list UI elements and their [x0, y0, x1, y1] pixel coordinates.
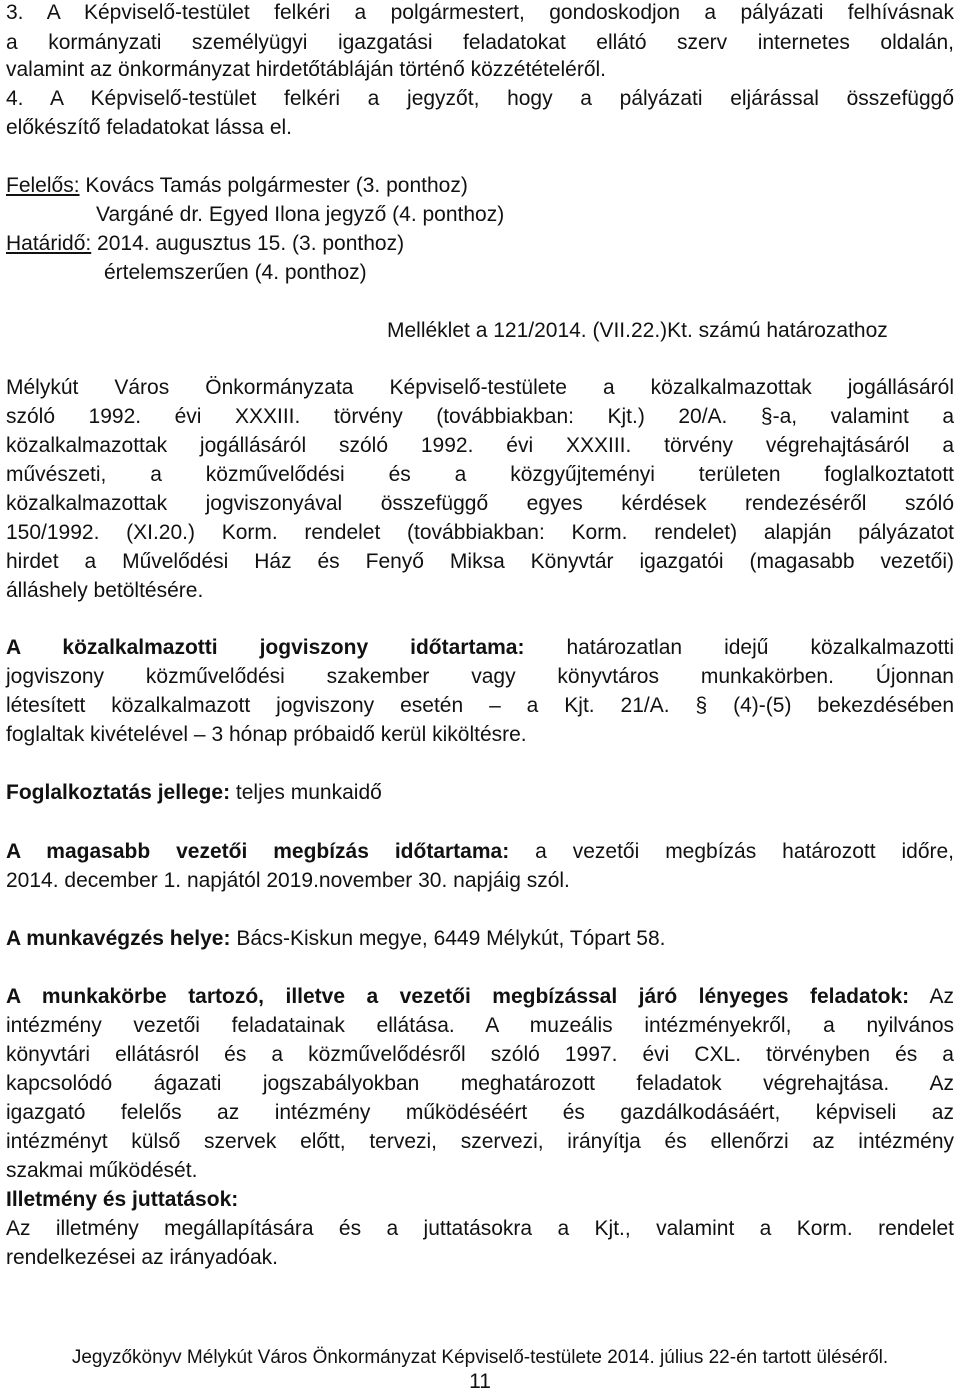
workplace-heading: A munkavégzés helye: [6, 927, 231, 950]
duties-line-7: szakmai működését. [6, 1159, 198, 1182]
duties-heading: A munkakörbe tartozó, illetve a vezetői megbízással járó lényeges feladatok: [6, 985, 910, 1008]
appointment-line-2: 2014. december 1. napjától 2019.november 30. napjáig szól. [6, 869, 570, 892]
employment-type-heading: Foglalkoztatás jellege: [6, 781, 231, 804]
resolution-item-3-line-2: a kormányzati személyügyi igazgatási feladatokat ellátó szerv internetes oldalán, [6, 31, 954, 54]
intro-line-4: művészeti, a közművelődési és a közgyűjteményi területen foglalkoztatott [6, 463, 954, 486]
deadline-2: értelemszerűen (4. ponthoz) [104, 261, 367, 284]
duration-line-1 [6, 635, 954, 661]
intro-line-2: szóló 1992. évi XXXIII. törvény (továbbiakban: Kjt.) 20/A. §-a, valamint a [6, 405, 954, 428]
duties-line-4: kapcsolódó ágazati jogszabályokban meghatározott feladatok végrehajtása. Az [6, 1072, 954, 1095]
page-footer: Jegyzőkönyv Mélykút Város Önkormányzat Képviselő-testülete 2014. július 22-én tartott üléséről. [71, 1347, 889, 1368]
duration-line-3: létesített közalkalmazott jogviszony esetén – a Kjt. 21/A. § (4)-(5) bekezdésében [6, 694, 954, 717]
duration-line-2: jogviszony közművelődési szakember vagy könyvtáros munkakörben. Újonnan [6, 665, 954, 688]
duties-text-1: Az [909, 985, 955, 1008]
duties-line-6: intézményt külső szervek előtt, tervezi, szervezi, irányítja és ellenőrzi az intézmény [6, 1130, 954, 1153]
intro-line-6: 150/1992. (XI.20.) Korm. rendelet (továbbiakban: Korm. rendelet) alapján pályázatot [6, 521, 954, 544]
page-number: 11 [469, 1370, 491, 1393]
appointment-line-1 [6, 839, 954, 865]
appointment-heading: A magasabb vezetői megbízás időtartama: [6, 840, 510, 863]
duration-line-4: foglaltak kivételével – 3 hónap próbaidő kerül kiköltésre. [6, 723, 527, 746]
employment-type-line [6, 780, 382, 806]
salary-line-1: Az illetmény megállapítására és a juttatásokra a Kjt., valamint a Korm. rendelet [6, 1217, 954, 1240]
resolution-item-3-line-3: valamint az önkormányzat hirdetőtábláján történő közzétételéről. [6, 58, 606, 81]
intro-line-5: közalkalmazottak jogviszonyával összefüggő egyes kérdések rendezéséről szóló [6, 492, 954, 515]
duties-line-1 [6, 984, 954, 1010]
intro-line-7: hirdet a Művelődési Ház és Fenyő Miksa Könyvtár igazgatói (magasabb vezetői) [6, 550, 954, 573]
duties-line-2: intézmény vezetői feladatainak ellátása. A muzeális intézményekről, a nyilvános [6, 1014, 954, 1037]
employment-type-text: teljes munkaidő [230, 781, 382, 804]
responsible-person-2: Vargáné dr. Egyed Ilona jegyző (4. ponthoz) [96, 203, 505, 226]
resolution-item-4-line-2: előkészítő feladatokat lássa el. [6, 116, 293, 139]
duration-heading: A közalkalmazotti jogviszony időtartama: [6, 636, 525, 659]
appointment-text-1: a vezetői megbízás határozott időre, [509, 840, 955, 863]
resolution-item-3-line-1: 3. A Képviselő-testület felkéri a polgármestert, gondoskodjon a pályázati felhívásnak [6, 1, 954, 24]
salary-heading: Illetmény és juttatások: [6, 1188, 239, 1211]
intro-line-3: közalkalmazottak jogállásáról szóló 1992. évi XXXIII. törvény végrehajtásáról a [6, 434, 954, 457]
salary-line-2: rendelkezései az irányadóak. [6, 1246, 278, 1269]
deadline-line [6, 231, 404, 257]
responsible-person-1: Kovács Tamás polgármester (3. ponthoz) [79, 174, 468, 197]
duties-line-3: könyvtári ellátásról és a közművelődésről szóló 1997. évi CXL. törvényben és a [6, 1043, 954, 1066]
resolution-item-4-line-1: 4. A Képviselő-testület felkéri a jegyzőt, hogy a pályázati eljárással összefüggő [6, 87, 954, 110]
deadline-1: 2014. augusztus 15. (3. ponthoz) [91, 232, 405, 255]
responsible-label: Felelős: [6, 174, 80, 197]
duties-line-5: igazgató felelős az intézmény működéséért és gazdálkodásáért, képviseli az [6, 1101, 954, 1124]
duration-text-1: határozatlan idejű közalkalmazotti [524, 636, 954, 659]
responsible-line [6, 173, 468, 199]
workplace-line [6, 926, 665, 952]
annex-title: Melléklet a 121/2014. (VII.22.)Kt. számú határozathoz [387, 319, 888, 342]
intro-line-8: álláshely betöltésére. [6, 579, 204, 602]
workplace-text: Bács-Kiskun megye, 6449 Mélykút, Tópart 58. [230, 927, 666, 950]
intro-line-1: Mélykút Város Önkormányzata Képviselő-testülete a közalkalmazottak jogállásáról [6, 376, 954, 399]
deadline-label: Határidő: [6, 232, 92, 255]
